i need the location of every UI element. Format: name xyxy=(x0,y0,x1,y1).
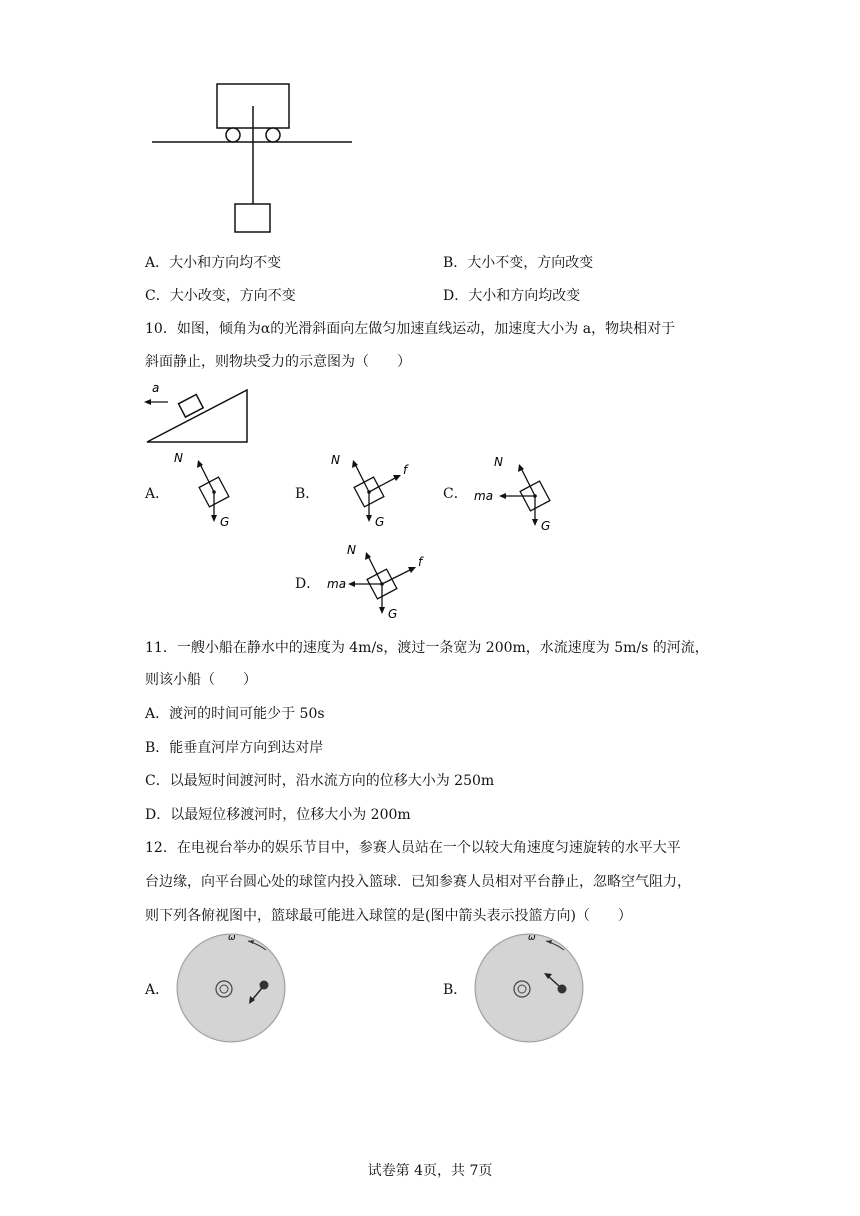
platform-diagram-a xyxy=(170,928,295,1043)
force-diagram-a xyxy=(170,450,245,530)
label-n: N xyxy=(494,455,503,469)
q11-option-a[interactable]: A．渡河的时间可能少于 50s xyxy=(145,706,325,722)
label-n: N xyxy=(347,543,356,557)
q11-option-d[interactable]: D．以最短位移渡河时，位移大小为 200m xyxy=(145,807,411,823)
q11-stem-line2: 则该小船（ ） xyxy=(145,672,257,688)
label-f: f xyxy=(418,555,423,569)
cart-pulley-figure xyxy=(150,80,355,240)
page-footer: 试卷第 4页，共 7页 xyxy=(367,1163,493,1179)
q12-stem-line1: 12．在电视台举办的娱乐节目中，参赛人员站在一个以较大角速度匀速旋转的水平大平 xyxy=(145,840,681,856)
label-g: G xyxy=(388,607,398,621)
q10-option-b[interactable]: B． xyxy=(295,486,320,502)
label-g: G xyxy=(541,519,551,533)
force-diagram-b xyxy=(325,450,415,530)
q10-stem-line1: 10．如图，倾角为α的光滑斜面向左做匀加速直线运动，加速度大小为 a，物块相对于 xyxy=(145,321,676,337)
q10-option-d[interactable]: D． xyxy=(295,576,321,592)
q12-stem-line2: 台边缘，向平台圆心处的球筐内投入篮球．已知参赛人员相对平台静止，忽略空气阻力， xyxy=(145,874,691,890)
omega-label: ω xyxy=(228,933,236,943)
accel-label: a xyxy=(152,381,160,395)
label-g: G xyxy=(375,515,385,529)
q10-option-c[interactable]: C． xyxy=(443,486,468,502)
incline-figure xyxy=(140,378,255,448)
q9-option-c[interactable]: C．大小改变，方向不变 xyxy=(145,288,296,304)
label-ma: ma xyxy=(327,577,347,591)
q9-option-b[interactable]: B．大小不变，方向改变 xyxy=(443,255,594,271)
label-n: N xyxy=(174,451,183,465)
q11-option-c[interactable]: C．以最短时间渡河时，沿水流方向的位移大小为 250m xyxy=(145,773,495,789)
label-g: G xyxy=(220,515,230,529)
q11-option-b[interactable]: B．能垂直河岸方向到达对岸 xyxy=(145,740,324,756)
platform-diagram-b xyxy=(468,928,593,1043)
label-ma: ma xyxy=(474,489,494,503)
omega-label: ω xyxy=(528,933,536,943)
q10-option-a[interactable]: A． xyxy=(145,486,170,502)
q10-stem-line2: 斜面静止，则物块受力的示意图为（ ） xyxy=(145,354,411,370)
q11-stem-line1: 11．一艘小船在静水中的速度为 4m/s，渡过一条宽为 200m，水流速度为 5m/s 的河流， xyxy=(145,640,709,656)
force-diagram-d xyxy=(325,540,440,622)
force-diagram-c xyxy=(470,450,565,535)
q9-option-d[interactable]: D．大小和方向均改变 xyxy=(443,288,581,304)
q9-option-a[interactable]: A．大小和方向均不变 xyxy=(145,255,282,271)
q12-option-b[interactable]: B． xyxy=(443,982,468,998)
label-n: N xyxy=(331,453,340,467)
q12-stem-line3: 则下列各俯视图中，篮球最可能进入球筐的是(图中箭头表示投篮方向)（ ） xyxy=(145,908,632,924)
label-f: f xyxy=(403,463,408,477)
q12-option-a[interactable]: A． xyxy=(145,982,170,998)
